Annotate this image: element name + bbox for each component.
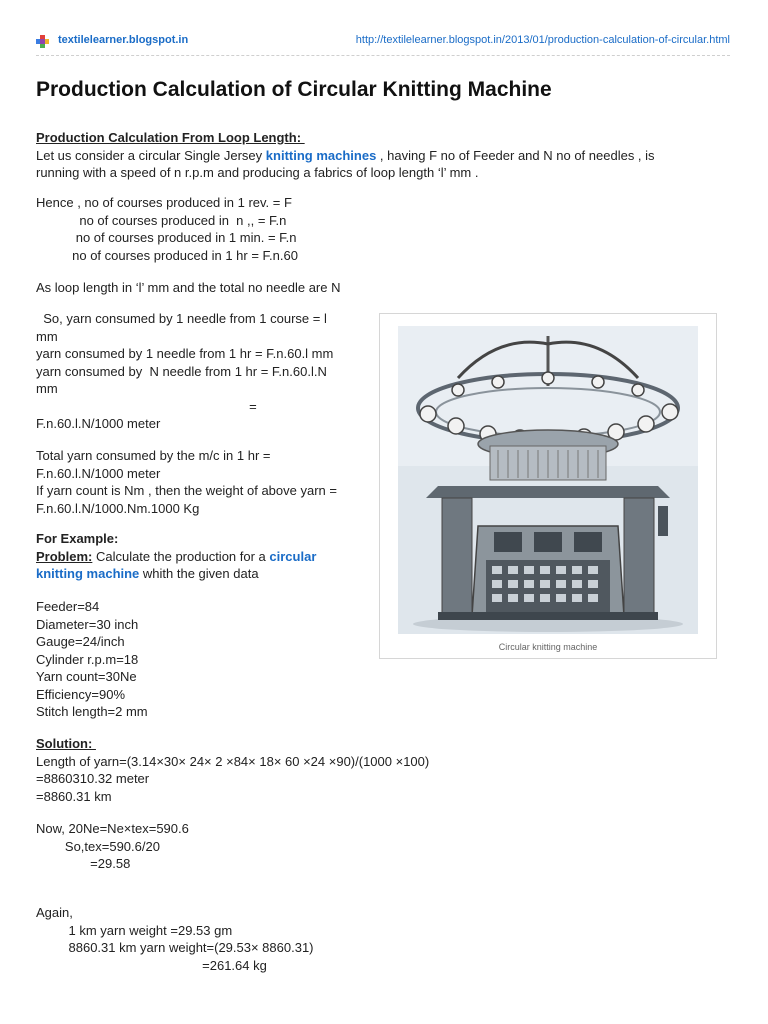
again-line: 8860.31 km yarn weight=(29.53× 8860.31) [36,940,314,955]
given-item: Efficiency=90% [36,686,126,702]
circular-knitting-machine-image [398,326,698,634]
total-line: If yarn count is Nm , then the weight of above yarn = [36,483,337,498]
yarn-section [36,310,333,433]
page-url-link[interactable]: http://textilelearner.blogspot.in/2013/01/production-calculation-of-circular.html [355,34,730,46]
again-line: Again, [36,905,73,920]
solution-section [36,735,429,805]
loop-length-text: As loop length in ‘l’ mm and the total no needle are N [36,280,341,295]
given-item: Diameter=30 inch [36,616,139,632]
figure-caption: Circular knitting machine [498,642,598,652]
tex-line: Now, 20Ne=Ne×tex=590.6 [36,821,189,836]
circular-link[interactable]: circular [269,548,317,564]
total-line: F.n.60.l.N/1000.Nm.1000 Kg [36,500,200,516]
example-section [36,530,316,583]
machine-figure [379,313,717,659]
solution-heading: Solution: [36,736,96,751]
again-line: =261.64 kg [36,957,267,973]
given-item: Feeder=84 [36,599,100,614]
yarn-line: yarn consumed by 1 needle from 1 hr = F.n.60.l mm [36,346,334,361]
problem-text: Calculate the production for a [92,548,270,564]
page-title: Production Calculation of Circular Knitting Machine [36,78,552,101]
example-heading: For Example: [36,531,119,546]
solution-line: Length of yarn=(3.14×30× 24× 2 ×84× 18× 60 ×24 ×90)/(1000 ×100) [36,753,430,769]
again-section [36,904,314,974]
problem-label: Problem: [36,548,93,564]
courses-section [36,194,298,264]
tex-line: So,tex=590.6/20 [36,838,160,854]
course-line: no of courses produced in n ,, = F.n [36,212,287,228]
knitting-machine-link[interactable]: knitting machine [36,566,140,581]
again-line: 1 km yarn weight =29.53 gm [36,922,233,938]
yarn-line: = [36,398,257,414]
solution-line: =8860310.32 meter [36,771,150,786]
course-line: Hence , no of courses produced in 1 rev. = F [36,195,292,210]
given-item: Cylinder r.p.m=18 [36,651,139,667]
site-logo-icon [36,35,49,48]
intro-section [36,129,655,182]
site-name-link[interactable]: textilelearner.blogspot.in [58,34,189,46]
given-item: Stitch length=2 mm [36,704,148,719]
tex-line: =29.58 [36,856,131,871]
total-section [36,447,337,517]
page-header [36,34,730,48]
problem-tail: whith the given data [139,566,259,581]
yarn-line: yarn consumed by N needle from 1 hr = F.n.60.l.N [36,363,327,379]
intro-heading: Production Calculation From Loop Length: [36,130,305,145]
course-line: no of courses produced in 1 hr = F.n.60 [36,247,298,263]
header-divider [36,55,730,56]
yarn-line: So, yarn consumed by 1 needle from 1 course = l [36,311,327,326]
yarn-line: mm [36,381,58,396]
given-item: Yarn count=30Ne [36,669,137,684]
given-data-list [36,598,148,721]
total-line: Total yarn consumed by the m/c in 1 hr = [36,448,271,463]
given-item: Gauge=24/inch [36,634,125,649]
tex-section [36,820,189,873]
intro-text-b: , having F no of Feeder and N no of needles , is [376,147,655,163]
solution-line: =8860.31 km [36,788,112,804]
total-line: F.n.60.l.N/1000 meter [36,465,161,481]
loop-length-line [36,279,340,297]
course-line: no of courses produced in 1 min. = F.n [36,230,297,245]
intro-line-2: running with a speed of n r.p.m and producing a fabrics of loop length ‘l’ mm . [36,165,479,180]
knitting-machines-link[interactable]: knitting machines [265,147,377,163]
yarn-line: F.n.60.l.N/1000 meter [36,416,161,431]
yarn-line: mm [36,328,58,344]
intro-text-a: Let us consider a circular Single Jersey [36,147,266,163]
